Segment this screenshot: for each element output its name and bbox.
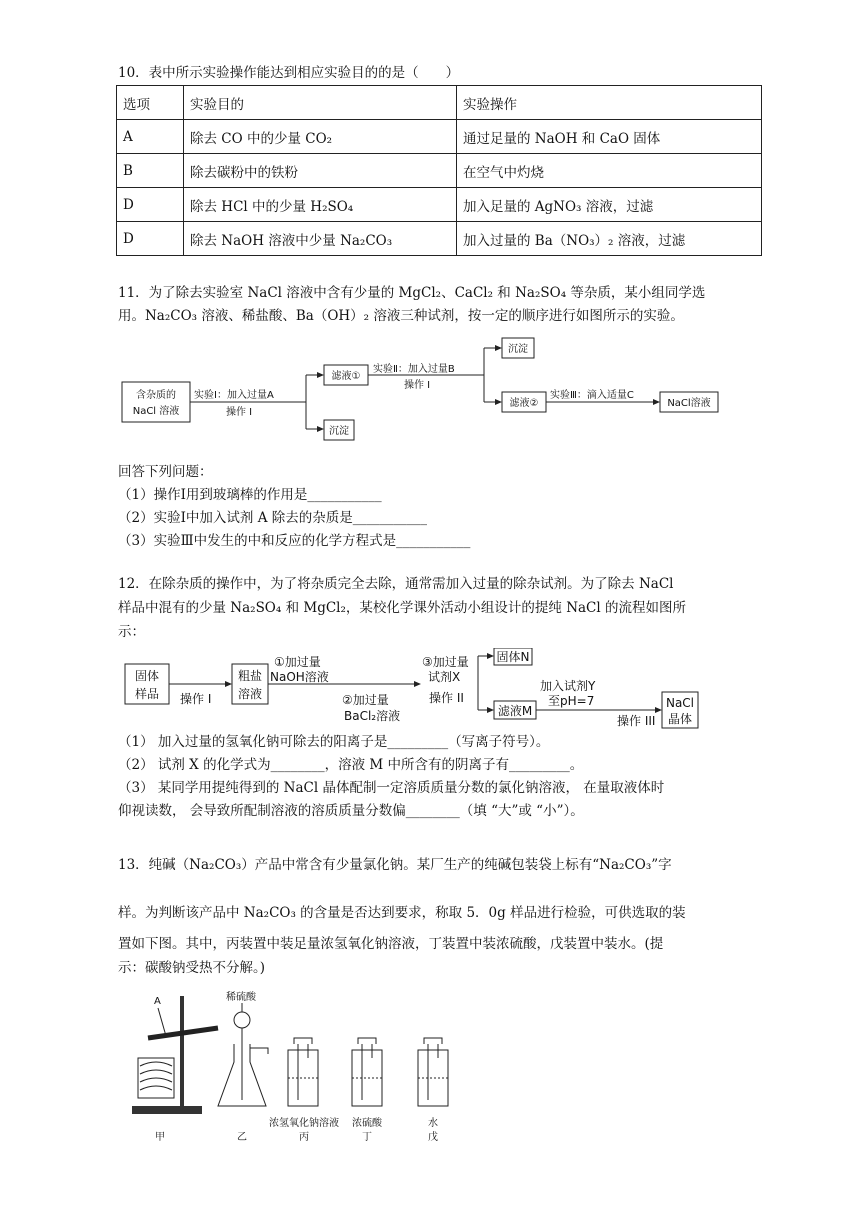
solid-n-label: 固体N bbox=[496, 650, 530, 664]
op3-label: 操作 III bbox=[617, 714, 656, 728]
crude-label-2: 溶液 bbox=[237, 687, 263, 701]
start-label-1: 含杂质的 bbox=[136, 390, 176, 401]
filtrate2-label: 滤液② bbox=[509, 398, 539, 409]
q12-stem-line2: 样品中混有的少量 Na₂SO₄ 和 MgCl₂，某校化学课外活动小组设计的提纯 NaCl 的流程如图所 bbox=[118, 600, 686, 616]
flame-lines bbox=[140, 1062, 172, 1090]
pointer-line bbox=[158, 1008, 166, 1036]
cell-option: A bbox=[117, 120, 184, 154]
reagent3-label-a: ③加过量 bbox=[422, 655, 469, 669]
bing-neck bbox=[294, 1038, 312, 1044]
op2-label: 操作 II bbox=[429, 691, 464, 705]
header-goal: 实验目的 bbox=[184, 86, 457, 120]
arrow-head bbox=[317, 372, 324, 378]
label-acid: 稀硫酸 bbox=[226, 992, 256, 1003]
nacl-label-2: 晶体 bbox=[667, 712, 693, 726]
apparatus-bing bbox=[269, 1038, 339, 1143]
q12-sub3-line2: 仰视读数， 会导致所配制溶液的溶质质量分数偏________（填 “大”或 “小”）。 bbox=[118, 803, 584, 819]
q12-sub1: （1） 加入过量的氢氧化钠可除去的阳离子是_________（写离子符号）。 bbox=[118, 734, 550, 750]
op1-label: 操作 I bbox=[180, 692, 212, 706]
cell-goal: 除去 NaOH 溶液中少量 Na₂CO₃ bbox=[184, 222, 457, 256]
step1-top-label: 实验Ⅰ：加入过量A bbox=[194, 390, 274, 401]
filtrate1-label: 滤液① bbox=[331, 371, 361, 382]
step3-top-label: 实验Ⅲ：滴入适量C bbox=[550, 390, 634, 401]
outlet-tube bbox=[250, 1048, 268, 1054]
cell-operation: 加入足量的 AgNO₃ 溶液，过滤 bbox=[457, 188, 762, 222]
cell-operation: 通过足量的 NaOH 和 CaO 固体 bbox=[457, 120, 762, 154]
cell-option: D bbox=[117, 222, 184, 256]
filtrate-m-label: 滤液M bbox=[497, 704, 533, 718]
reagent2-label-b: BaCl₂溶液 bbox=[344, 709, 401, 723]
nacl-label-1: NaCl bbox=[665, 696, 695, 710]
cell-goal: 除去 HCl 中的少量 H₂SO₄ bbox=[184, 188, 457, 222]
cell-goal: 除去碳粉中的铁粉 bbox=[184, 154, 457, 188]
cell-operation: 加入过量的 Ba（NO₃）₂ 溶液，过滤 bbox=[457, 222, 762, 256]
cell-goal: 除去 CO 中的少量 CO₂ bbox=[184, 120, 457, 154]
q11-stem-line1: 11．为了除去实验室 NaCl 溶液中含有少量的 MgCl₂、CaCl₂ 和 Na₂SO₄ 等杂质，某小组同学选 bbox=[118, 285, 706, 301]
q12-flowchart bbox=[118, 648, 718, 732]
solid-label-1: 固体 bbox=[134, 669, 160, 683]
q13-stem-line4: 示：碳酸钠受热不分解。) bbox=[118, 960, 266, 976]
header-operation: 实验操作 bbox=[457, 86, 762, 120]
q12-sub3-line1: （3） 某同学用提纯得到的 NaCl 晶体配制一定溶质质量分数的氯化钠溶液， 在量取液体时 bbox=[118, 780, 665, 796]
q11-prompt: 回答下列问题： bbox=[118, 464, 213, 480]
wu-neck bbox=[424, 1038, 442, 1044]
q11-sub1: （1）操作I用到玻璃棒的作用是___________ bbox=[118, 487, 382, 503]
precip1-label: 沉淀 bbox=[329, 426, 349, 437]
arrow-head bbox=[655, 707, 662, 713]
bing-content-label: 浓氢氧化钠溶液 bbox=[269, 1118, 339, 1129]
arrow-head bbox=[487, 707, 494, 713]
reagent-y-label-a: 加入试剂Y bbox=[540, 679, 596, 693]
q11-stem-line2: 用。Na₂CO₃ 溶液、稀盐酸、Ba（OH）₂ 溶液三种试剂，按一定的顺序进行如图所示的实验。 bbox=[118, 308, 684, 324]
step2-bottom-label: 操作 I bbox=[404, 380, 431, 391]
q10-table bbox=[116, 85, 762, 256]
q11-sub2: （2）实验I中加入试剂 A 除去的杂质是___________ bbox=[118, 510, 428, 526]
label-a: A bbox=[154, 996, 161, 1007]
arrow-head bbox=[495, 345, 502, 351]
cell-operation: 在空气中灼烧 bbox=[457, 154, 762, 188]
crude-label-1: 粗盐 bbox=[237, 669, 263, 683]
ding-content-label: 浓硫酸 bbox=[352, 1118, 382, 1129]
table-header-row bbox=[117, 86, 762, 120]
label-bing: 丙 bbox=[299, 1132, 309, 1143]
cell-option: B bbox=[117, 154, 184, 188]
end-label: NaCl溶液 bbox=[667, 398, 711, 409]
table-row bbox=[117, 188, 762, 222]
start-label-2: NaCl 溶液 bbox=[132, 406, 180, 417]
arrow-head bbox=[225, 681, 232, 687]
iron-stand-rod bbox=[180, 996, 184, 1108]
apparatus-jia bbox=[132, 996, 218, 1143]
q13-stem-line2: 样。为判断该产品中 Na₂CO₃ 的含量是否达到要求，称取 5．0g 样品进行检验，可供选取的装 bbox=[118, 905, 686, 921]
reagent-y-label-b: 至pH=7 bbox=[548, 694, 595, 708]
apparatus-ding bbox=[352, 1038, 383, 1143]
reagent1-label-b: NaOH溶液 bbox=[270, 670, 329, 684]
arrow-head bbox=[317, 426, 324, 432]
apparatus-wu bbox=[418, 1038, 448, 1143]
q12-sub2: （2） 试剂 X 的化学式为________，溶液 M 中所含有的阴离子有_________。 bbox=[118, 757, 584, 773]
label-wu: 戊 bbox=[428, 1132, 438, 1143]
cell-option: D bbox=[117, 188, 184, 222]
q12-stem-line3: 示： bbox=[118, 624, 145, 640]
funnel-bulb bbox=[234, 1012, 250, 1028]
arrow-head bbox=[653, 399, 660, 405]
q13-stem-line3: 置如下图。其中，丙装置中装足量浓氢氧化钠溶液，丁装置中装浓硫酸，戊装置中装水。(提 bbox=[118, 936, 664, 952]
q11-sub3: （3）实验Ⅲ中发生的中和反应的化学方程式是___________ bbox=[118, 533, 471, 549]
table-row bbox=[117, 120, 762, 154]
solid-label-2: 样品 bbox=[134, 687, 160, 701]
label-jia: 甲 bbox=[155, 1132, 165, 1143]
label-ding: 丁 bbox=[362, 1132, 372, 1143]
q13-apparatus bbox=[118, 988, 478, 1148]
apparatus-yi bbox=[218, 990, 268, 1143]
wu-content-label: 水 bbox=[428, 1118, 438, 1129]
header-option: 选项 bbox=[117, 86, 184, 120]
q10-stem: 10．表中所示实验操作能达到相应实验目的的是（ ） bbox=[118, 65, 460, 81]
arrow-head bbox=[495, 399, 502, 405]
ding-neck bbox=[358, 1038, 376, 1044]
reagent1-label-a: ①加过量 bbox=[274, 655, 321, 669]
q12-stem-line1: 12．在除杂质的操作中，为了将杂质完全去除，通常需加入过量的除杂试剂。为了除去 NaCl bbox=[118, 576, 674, 592]
step1-bottom-label: 操作 I bbox=[226, 407, 253, 418]
iron-stand-base bbox=[132, 1106, 202, 1114]
q13-stem-line1: 13．纯碱（Na₂CO₃）产品中常含有少量氯化钠。某厂生产的纯碱包装袋上标有“Na₂CO₃”字 bbox=[118, 857, 672, 873]
step2-top-label: 实验Ⅱ：加入过量B bbox=[373, 364, 455, 375]
label-yi: 乙 bbox=[237, 1132, 247, 1143]
precip2-label: 沉淀 bbox=[508, 344, 528, 355]
reagent3-label-b: 试剂X bbox=[428, 670, 461, 684]
arrow-head bbox=[487, 653, 494, 659]
table-row bbox=[117, 154, 762, 188]
q11-flowchart bbox=[118, 335, 730, 445]
arrow-head bbox=[414, 681, 421, 687]
reagent2-label-a: ②加过量 bbox=[342, 693, 389, 707]
table-row bbox=[117, 222, 762, 256]
